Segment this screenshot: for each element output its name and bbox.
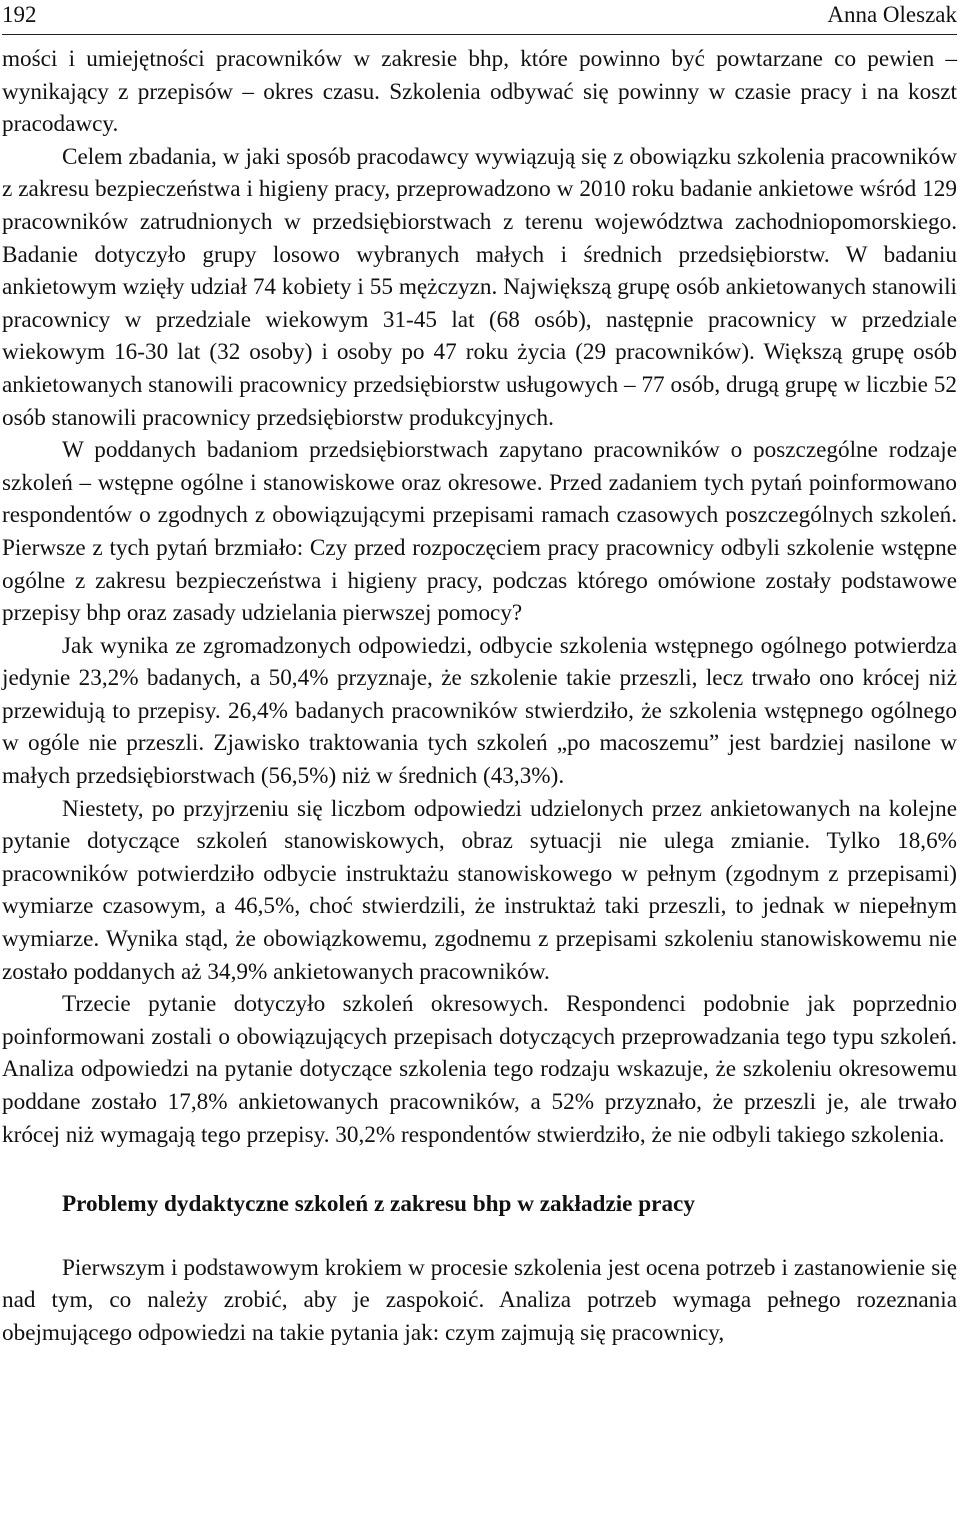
paragraph-study-description: Celem zbadania, w jaki sposób pracodawcy wywiązują się z obowiązku szkolenia pracowników z zakresu bezpieczeństwa i higieny pracy, przeprowadzono w 2010 roku badanie ankietowe wśród 129 pracowników zatrudnionych w przedsiębiorstwach z terenu województwa zachodniopomorskiego. Badanie dotyczyło grupy losowo wybranych małych i średnich przedsiębiorstw. W badaniu ankietowym wzięły udział 74 kobiety i 55 mężczyzn. Największą grupę osób ankietowanych stanowili pracownicy w przedziale wiekowym 31-45 lat (68 osób), następnie pracownicy w przedziale wiekowym 16-30 lat (32 osoby) i osoby po 47 roku życia (29 pracowników). Większą grupę osób ankietowanych stanowili pracownicy przedsiębiorstw usługowych – 77 osób, drugą grupę w liczbie 52 osób stanowili pracownicy przedsiębiorstw produkcyjnych. [2,143,957,431]
body-text [2,43,957,1350]
paragraph-initial-training-results: Jak wynika ze zgromadzonych odpowiedzi, odbycie szkolenia wstępnego ogólnego potwierdza jedynie 23,2% badanych, a 50,4% przyznaje, że szkolenie takie przeszli, lecz trwało ono krócej niż przewidują to przepisy. 26,4% badanych pracowników stwierdziło, że szkolenia wstępnego ogólnego w ogóle nie przeszli. Zjawisko traktowania tych szkoleń „po macoszemu” jest bardziej nasilone w małych przedsiębiorstwach (56,5%) niż w średnich (43,3%). [2,632,957,790]
running-header [2,0,957,35]
page-number: 192 [2,2,37,27]
paragraph-workstation-training-results: Niestety, po przyjrzeniu się liczbom odpowiedzi udzielonych przez ankietowanych na kolejne pytanie dotyczące szkoleń stanowiskowych, obraz sytuacji nie ulega zmianie. Tylko 18,6% pracowników potwierdziło odbycie instruktażu stanowiskowego w pełnym (zgodnym z przepisami) wymiarze czasowym, a 46,5%, choć stwierdzili, że instruktaż taki przeszli, to jednak w niepełnym wymiarze. Wynika stąd, że obowiązkowemu, zgodnemu z przepisami szkoleniu stanowiskowemu nie zostało poddanych aż 34,9% ankietowanych pracowników. [2,795,957,985]
paragraph-periodic-training-results: Trzecie pytanie dotyczyło szkoleń okresowych. Respondenci podobnie jak poprzednio poinformowani zostali o obowiązujących przepisach dotyczących przeprowadzania tego typu szkoleń. Analiza odpowiedzi na pytanie dotyczące szkolenia tego rodzaju wskazuje, że szkoleniu okresowemu poddane zostało 17,8% ankietowanych pracowników, a 52% przyznało, że przeszli je, ale trwało krócej niż wymagają tego przepisy. 30,2% respondentów stwierdziło, że nie odbyli takiego szkolenia. [2,991,957,1148]
section-heading: Problemy dydaktyczne szkoleń z zakresu bhp w zakładzie pracy [62,1191,695,1218]
paragraph-section-intro: Pierwszym i podstawowym krokiem w procesie szkolenia jest ocena potrzeb i zastanowienie się nad tym, co należy zrobić, aby je zaspokoić. Analiza potrzeb wymaga pełnego rozeznania obejmującego odpowiedzi na takie pytania jak: czym zajmują się pracownicy, [2,1254,957,1346]
paragraph-continued: mości i umiejętności pracowników w zakresie bhp, które powinno być powtarzane co pewien – wynikający z przepisów – okres czasu. Szkolenia odbywać się powinny w czasie pracy i na koszt pracodawcy. [2,46,957,138]
paragraph-training-questions: W poddanych badaniom przedsiębiorstwach zapytano pracowników o poszczególne rodzaje szkoleń – wstępne ogólne i stanowiskowe oraz okresowe. Przed zadaniem tych pytań poinformowano respondentów o zgodnych z obowiązującymi przepisami ramach czasowych poszczególnych szkoleń. Pierwsze z tych pytań brzmiało: Czy przed rozpoczęciem pracy pracownicy odbyli szkolenie wstępne ogólne z zakresu bezpieczeństwa i higieny pracy, podczas którego omówione zostały podstawowe przepisy bhp oraz zasady udzielania pierwszej pomocy? [2,437,957,627]
running-header-author: Anna Oleszak [827,2,957,27]
